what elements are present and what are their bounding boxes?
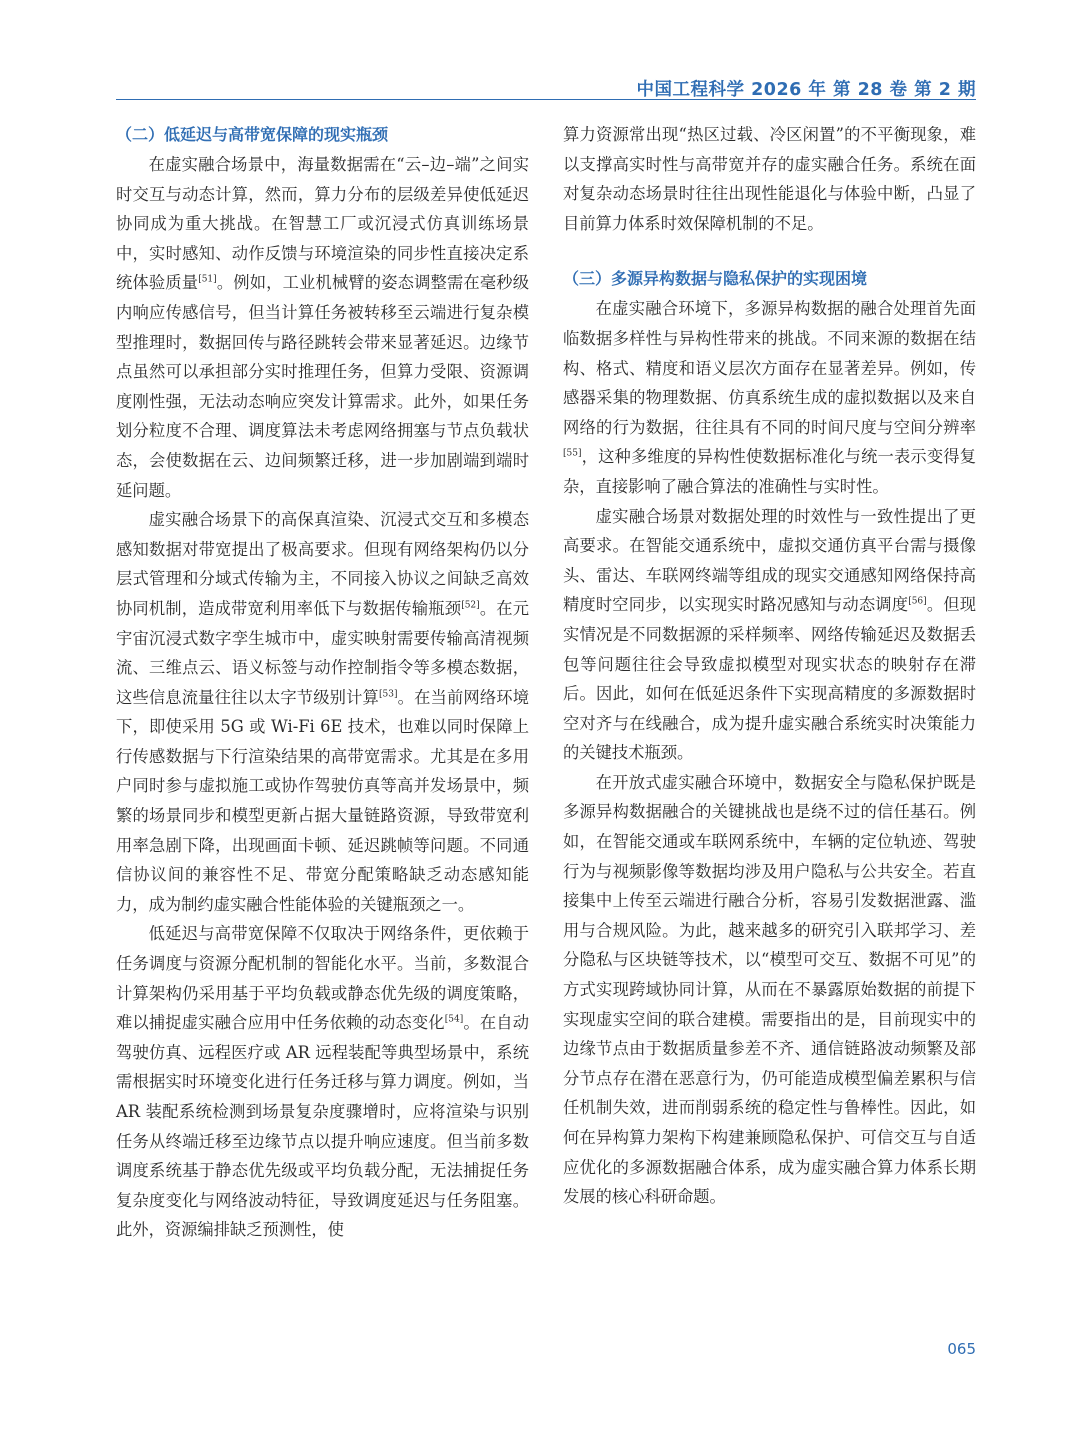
text: ，这种多维度的异构性使数据标准化与统一表示变得复杂，直接影响了融合算法的准确性与实时性。 bbox=[563, 447, 976, 496]
citation: [56] bbox=[908, 596, 927, 607]
header-rule bbox=[116, 99, 976, 100]
citation: [51] bbox=[198, 274, 217, 285]
text: 虚实融合场景下的高保真渲染、沉浸式交互和多模态感知数据对带宽提出了极高要求。但现有网络架构仍以分层式管理和分域式传输为主，不同接入协议之间缺乏高效协同机制，造成带宽利用率低下与数据传输瓶颈 bbox=[116, 510, 529, 618]
text: 低延迟与高带宽保障不仅取决于网络条件，更依赖于任务调度与资源分配机制的智能化水平。当前，多数混合计算架构仍采用基于平均负载或静态优先级的调度策略，难以捕捉虚实融合应用中任务依赖的动态变化 bbox=[116, 924, 529, 1033]
right-column bbox=[563, 120, 976, 1212]
paragraph-continued: 算力资源常出现“热区过载、冷区闲置”的不平衡现象，难以支撑高实时性与高带宽并存的虚实融合任务。系统在面对复杂动态场景时往往出现性能退化与体验中断，凸显了目前算力体系时效保障机制的不足。 bbox=[563, 125, 976, 233]
citation: [54] bbox=[444, 1014, 464, 1025]
text: 虚实融合场景对数据处理的时效性与一致性提出了更高要求。在智能交通系统中，虚拟交通仿真平台需与摄像头、雷达、车联网终端等组成的现实交通感知网络保持高精度时空同步，以实现实时路况感知与动态调度 bbox=[563, 506, 976, 615]
citation: [55] bbox=[563, 448, 582, 459]
citation: [53] bbox=[379, 689, 398, 700]
citation: [52] bbox=[461, 600, 480, 611]
text: 。在元宇宙沉浸式数字孪生城市中，虚实映射需要传输高清视频流、三维点云、语义标签与动作控制指令等多模态数据，这些信息流量往往以太字节级别计算 bbox=[116, 598, 529, 707]
text: 。但现实情况是不同数据源的采样频率、网络传输延迟及数据丢包等问题往往会导致虚拟模型对现实状态的映射存在滞后。因此，如何在低延迟条件下实现高精度的多源数据时空对齐与在线融合，成为提升虚实融合系统实时决策能力的关键技术瓶颈。 bbox=[563, 595, 976, 763]
text: 在虚实融合环境下，多源异构数据的融合处理首先面临数据多样性与异构性带来的挑战。不同来源的数据在结构、格式、精度和语义层次方面存在显著差异。例如，传感器采集的物理数据、仿真系统生成的虚拟数据以及来自网络的行为数据，往往具有不同的时间尺度与空间分辨率 bbox=[563, 299, 976, 437]
paragraph bbox=[116, 919, 529, 1245]
text: 。在当前网络环境下，即使采用 5G 或 Wi-Fi 6E 技术，也难以同时保障上行传感数据与下行渲染结果的高带宽需求。尤其是在多用户同时参与虚拟施工或协作驾驶仿真等高并发场景中，频繁的场景同步和模型更新占据大量链路资源，导致带宽利用率急剧下降，出现画面卡顿、延迟跳帧等问题。不同通信协议间的兼容性不足、带宽分配策略缺乏动态感知能力，成为制约虚实融合性能体验的关键瓶颈之一。 bbox=[116, 687, 529, 914]
paragraph bbox=[563, 502, 976, 768]
paragraph bbox=[116, 150, 529, 505]
left-column bbox=[116, 120, 529, 1245]
text: 。例如，工业机械臂的姿态调整需在毫秒级内响应传感信号，但当计算任务被转移至云端进行复杂模型推理时，数据回传与路径跳转会带来显著延迟。边缘节点虽然可以承担部分实时推理任务，但算力受限、资源调度刚性强，无法动态响应突发计算需求。此外，如果任务划分粒度不合理、调度算法未考虑网络拥塞与节点负载状态，会使数据在云、边间频繁迁移，进一步加剧端到端时延问题。 bbox=[116, 273, 529, 500]
paragraph: 在开放式虚实融合环境中，数据安全与隐私保护既是多源异构数据融合的关键挑战也是绕不过的信任基石。例如，在智能交通或车联网系统中，车辆的定位轨迹、驾驶行为与视频影像等数据均涉及用户隐私与公共安全。若直接集中上传至云端进行融合分析，容易引发数据泄露、滥用与合规风险。为此，越来越多的研究引入联邦学习、差分隐私与区块链等技术，以“模型可交互、数据不可见”的方式实现跨域协同计算，从而在不暴露原始数据的前提下实现虚实空间的联合建模。需要指出的是，目前现实中的边缘节点由于数据质量参差不齐、通信链路波动频繁及部分节点存在潜在恶意行为，仍可能造成模型偏差累积与信任机制失效，进而削弱系统的稳定性与鲁棒性。因此，如何在异构算力架构下构建兼顾隐私保护、可信交互与自适应优化的多源数据融合体系，成为虚实融合算力体系长期发展的核心科研命题。 bbox=[563, 772, 976, 1207]
paragraph bbox=[116, 505, 529, 919]
page-number: 065 bbox=[947, 1340, 976, 1358]
section-heading-3: （三）多源异构数据与隐私保护的实现困境 bbox=[563, 269, 868, 289]
section-heading-2: （二）低延迟与高带宽保障的现实瓶颈 bbox=[116, 125, 389, 144]
journal-header: 中国工程科学 2026 年 第 28 卷 第 2 期 bbox=[636, 80, 976, 100]
paragraph bbox=[563, 294, 976, 501]
text: 在虚实融合场景中，海量数据需在“云–边–端”之间实时交互与动态计算，然而，算力分布的层级差异使低延迟协同成为重大挑战。在智慧工厂或沉浸式仿真训练场景中，实时感知、动作反馈与环境渲染的同步性直接决定系统体验质量 bbox=[116, 155, 529, 293]
text: 。在自动驾驶仿真、远程医疗或 AR 远程装配等典型场景中，系统需根据实时环境变化进行任务迁移与算力调度。例如，当 AR 装配系统检测到场景复杂度骤增时，应将渲染与识别任务从终端迁移至边缘节点以提升响应速度。但当前多数调度系统基于静态优先级或平均负载分配，无法捕捉任务复杂度变化与网络波动特征，导致调度延迟与任务阻塞。此外，资源编排缺乏预测性，使 bbox=[116, 1013, 529, 1240]
